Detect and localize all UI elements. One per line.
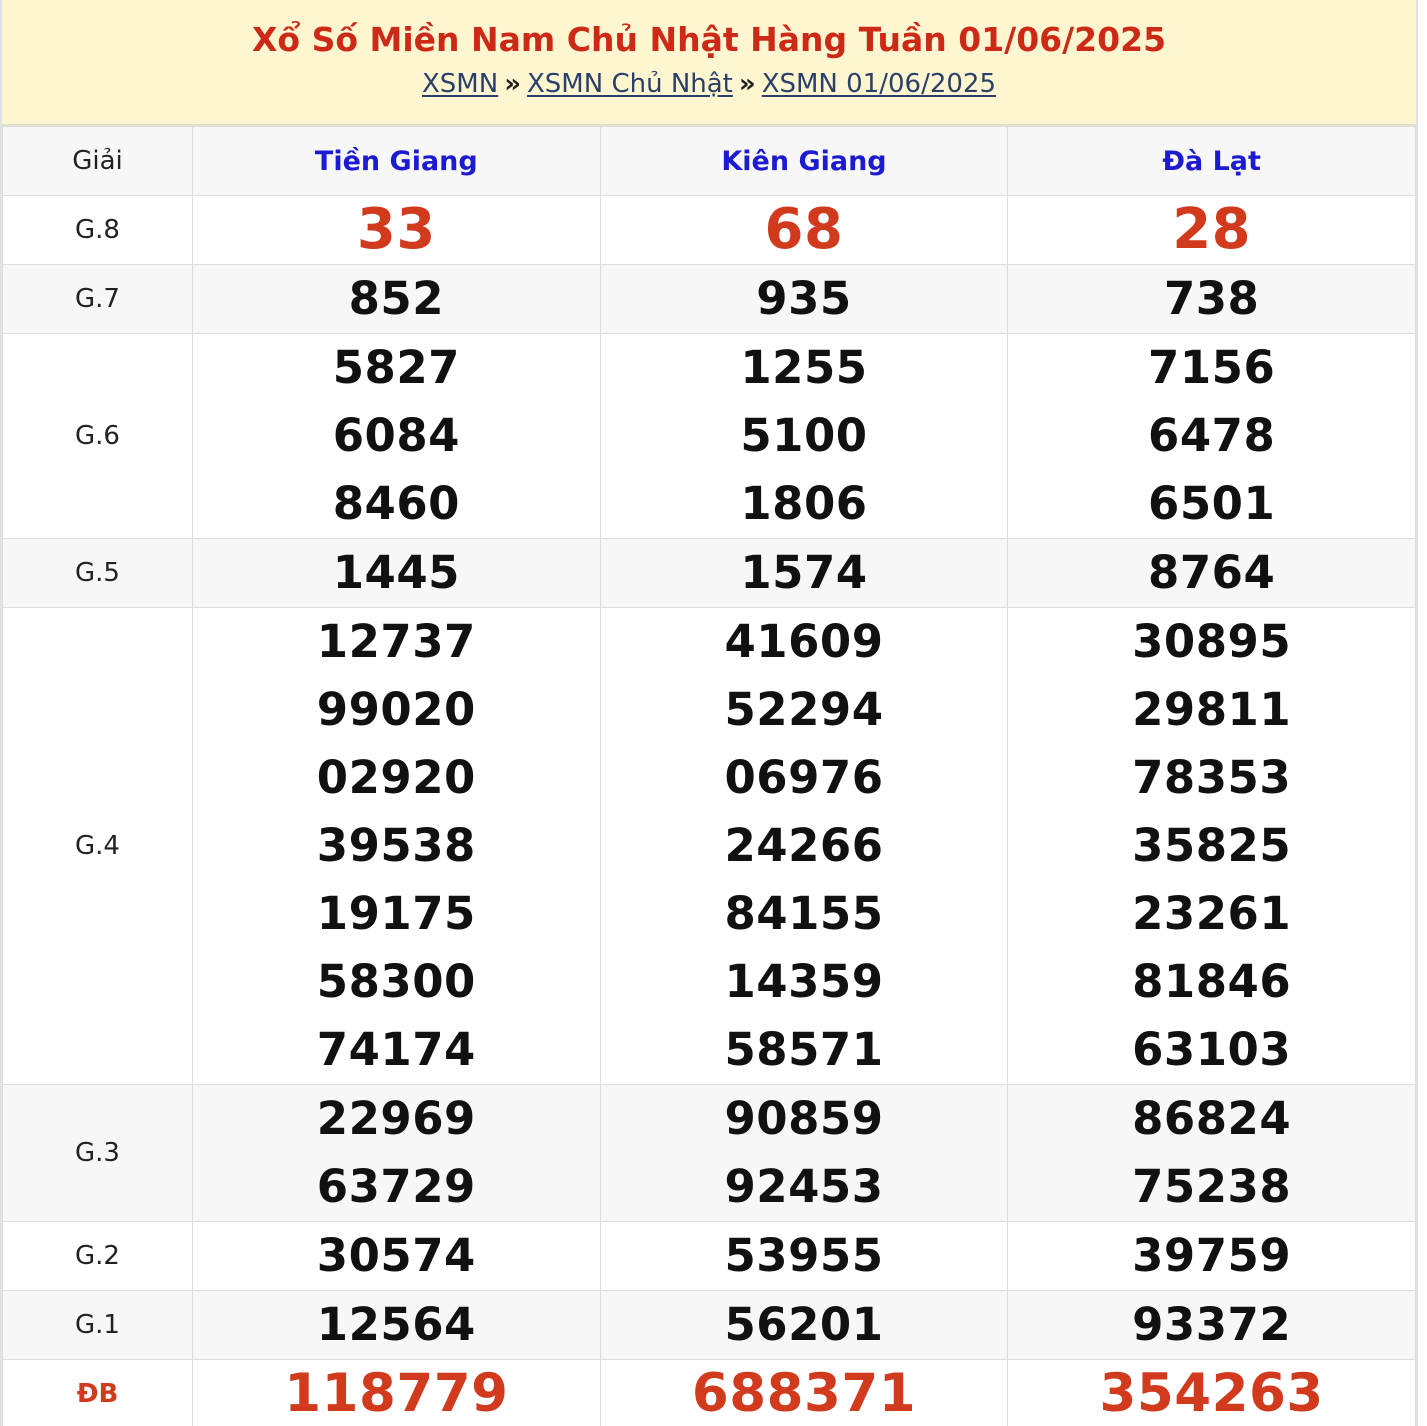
result-number: 90859 bbox=[724, 1092, 884, 1145]
result-cell bbox=[193, 196, 601, 265]
result-cell bbox=[600, 1291, 1008, 1360]
result-number: 738 bbox=[1163, 272, 1260, 325]
results-table bbox=[2, 126, 1416, 1426]
prize-label: G.1 bbox=[3, 1291, 193, 1360]
prize-label: G.7 bbox=[3, 265, 193, 334]
result-cell bbox=[600, 196, 1008, 265]
result-cell bbox=[193, 1291, 601, 1360]
result-number: 12564 bbox=[316, 1298, 476, 1351]
result-cell bbox=[193, 265, 601, 334]
result-cell bbox=[600, 539, 1008, 608]
result-number: 02920 bbox=[316, 751, 476, 804]
result-number: 84155 bbox=[724, 887, 884, 940]
prize-label: G.2 bbox=[3, 1222, 193, 1291]
result-number: 935 bbox=[756, 272, 852, 325]
result-cell bbox=[1008, 1360, 1416, 1426]
result-cell bbox=[1008, 1085, 1416, 1222]
prize-row bbox=[3, 265, 1416, 334]
result-number: 58571 bbox=[724, 1023, 884, 1076]
prize-label: G.6 bbox=[3, 334, 193, 539]
result-cell bbox=[600, 334, 1008, 539]
result-number: 33 bbox=[356, 197, 436, 262]
prize-row bbox=[3, 1085, 1416, 1222]
result-cell bbox=[600, 1360, 1008, 1426]
result-number: 41609 bbox=[724, 615, 884, 668]
result-number: 1255 bbox=[740, 341, 868, 394]
result-number: 30574 bbox=[316, 1229, 476, 1282]
prize-row bbox=[3, 1222, 1416, 1291]
result-number: 63729 bbox=[316, 1160, 476, 1213]
column-header-province: Tiền Giang bbox=[193, 127, 601, 196]
result-number: 58300 bbox=[316, 955, 476, 1008]
result-cell bbox=[600, 1085, 1008, 1222]
result-cell bbox=[1008, 334, 1416, 539]
result-cell bbox=[193, 1222, 601, 1291]
result-number: 63103 bbox=[1132, 1023, 1292, 1076]
breadcrumb-link-xsmn-date[interactable]: XSMN 01/06/2025 bbox=[761, 69, 997, 99]
result-cell bbox=[600, 1222, 1008, 1291]
column-header-province: Đà Lạt bbox=[1008, 127, 1416, 196]
result-cell bbox=[1008, 1291, 1416, 1360]
result-cell bbox=[193, 608, 601, 1085]
result-cell bbox=[600, 608, 1008, 1085]
result-number: 1806 bbox=[740, 477, 868, 530]
result-number: 1445 bbox=[332, 546, 460, 599]
result-cell bbox=[1008, 196, 1416, 265]
result-number: 6084 bbox=[332, 409, 460, 462]
result-cell bbox=[1008, 265, 1416, 334]
breadcrumb-link-xsmn[interactable]: XSMN bbox=[421, 69, 499, 99]
column-header-prize: Giải bbox=[3, 127, 193, 196]
result-number: 75238 bbox=[1132, 1160, 1292, 1213]
result-number: 8764 bbox=[1148, 546, 1276, 599]
result-number: 24266 bbox=[724, 819, 884, 872]
result-number: 5827 bbox=[332, 341, 460, 394]
result-number: 35825 bbox=[1132, 819, 1292, 872]
result-number: 92453 bbox=[724, 1160, 884, 1213]
result-number: 29811 bbox=[1132, 683, 1292, 736]
result-cell bbox=[193, 539, 601, 608]
result-number: 1574 bbox=[740, 546, 868, 599]
breadcrumb bbox=[2, 66, 1416, 102]
page-title: Xổ Số Miền Nam Chủ Nhật Hàng Tuần 01/06/2025 bbox=[251, 20, 1167, 59]
breadcrumb-separator: » bbox=[504, 69, 521, 99]
result-number: 688371 bbox=[691, 1363, 917, 1424]
prize-row bbox=[3, 539, 1416, 608]
result-number: 39759 bbox=[1132, 1229, 1292, 1282]
result-number: 12737 bbox=[316, 615, 476, 668]
result-number: 39538 bbox=[316, 819, 476, 872]
results-header bbox=[2, 0, 1416, 126]
result-cell bbox=[193, 1085, 601, 1222]
result-number: 78353 bbox=[1132, 751, 1292, 804]
result-number: 99020 bbox=[316, 683, 476, 736]
prize-row bbox=[3, 1360, 1416, 1426]
result-cell bbox=[193, 1360, 601, 1426]
result-number: 52294 bbox=[724, 683, 884, 736]
breadcrumb-link-xsmn-chu-nhat[interactable]: XSMN Chủ Nhật bbox=[526, 69, 733, 99]
prize-label: G.5 bbox=[3, 539, 193, 608]
result-number: 68 bbox=[764, 197, 844, 262]
result-cell bbox=[193, 334, 601, 539]
result-number: 8460 bbox=[332, 477, 460, 530]
prize-label: G.3 bbox=[3, 1085, 193, 1222]
result-cell bbox=[1008, 539, 1416, 608]
result-number: 28 bbox=[1172, 197, 1252, 262]
result-number: 74174 bbox=[316, 1023, 476, 1076]
result-number: 354263 bbox=[1099, 1363, 1324, 1424]
result-number: 6501 bbox=[1148, 477, 1276, 530]
result-number: 6478 bbox=[1148, 409, 1276, 462]
result-number: 81846 bbox=[1132, 955, 1292, 1008]
result-number: 5100 bbox=[740, 409, 868, 462]
prize-row bbox=[3, 334, 1416, 539]
result-number: 19175 bbox=[316, 887, 476, 940]
result-number: 30895 bbox=[1132, 615, 1292, 668]
result-number: 86824 bbox=[1132, 1092, 1292, 1145]
result-number: 93372 bbox=[1132, 1298, 1292, 1351]
result-cell bbox=[600, 265, 1008, 334]
result-cell bbox=[1008, 1222, 1416, 1291]
prize-row bbox=[3, 196, 1416, 265]
result-number: 56201 bbox=[724, 1298, 884, 1351]
result-number: 06976 bbox=[724, 751, 884, 804]
table-header-row bbox=[3, 127, 1416, 196]
result-number: 14359 bbox=[724, 955, 884, 1008]
result-number: 23261 bbox=[1132, 887, 1292, 940]
prize-row bbox=[3, 608, 1416, 1085]
breadcrumb-separator: » bbox=[738, 69, 756, 99]
column-header-province: Kiên Giang bbox=[600, 127, 1008, 196]
prize-label: G.8 bbox=[3, 196, 193, 265]
prize-label: ĐB bbox=[3, 1360, 193, 1426]
result-number: 53955 bbox=[724, 1229, 884, 1282]
prize-label: G.4 bbox=[3, 608, 193, 1085]
prize-row bbox=[3, 1291, 1416, 1360]
result-cell bbox=[1008, 608, 1416, 1085]
results-body bbox=[3, 196, 1416, 1426]
result-number: 22969 bbox=[316, 1092, 476, 1145]
result-number: 852 bbox=[348, 272, 445, 325]
result-number: 7156 bbox=[1148, 341, 1276, 394]
result-number: 118779 bbox=[284, 1363, 509, 1424]
